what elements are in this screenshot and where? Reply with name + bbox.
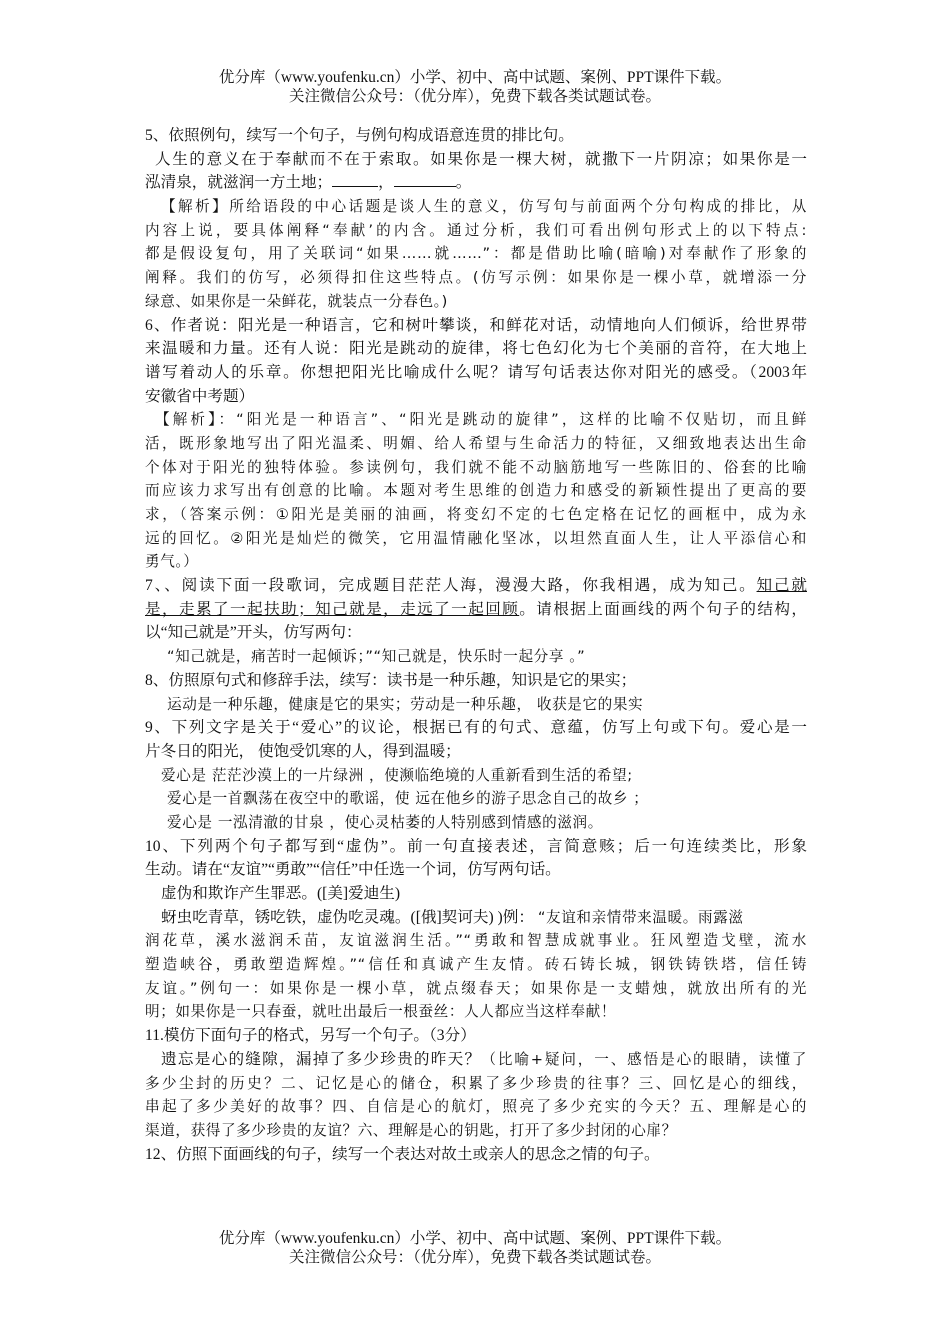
- q7-line-1: [145, 574, 807, 598]
- q10-line-1: 10、下列两个句子都写到“虚伪”。前一句直接表述，言简意赅；后一句连续类比，形象: [145, 837, 807, 855]
- q9-line-2: 片冬日的阳光， 使饱受饥寒的人，得到温暖；: [145, 742, 461, 760]
- q11-line-3: 多少尘封的历史？二、记忆是心的储仓，积累了多少珍贵的往事？三、回忆是心的细线，: [145, 1074, 807, 1092]
- q11-line-4: 串起了多少美好的故事？四、自信是心的航灯，照亮了多少充实的今天？五、理解是心的: [145, 1098, 807, 1116]
- q6-analysis-line-7: 勇气。）: [145, 553, 199, 571]
- q7-answer: “知己就是，痛苦时一起倾诉；”“知己就是，快乐时一起分享 。”: [167, 648, 586, 666]
- q10-line-7: 友谊。”例句一：如果你是一棵小草，就点缀春天；如果你是一支蜡烛，就放出所有的光: [145, 979, 807, 997]
- q5-analysis-line-3: 都是假设复句，用了关联词“如果……就……”：都是借助比喻(暗喻)对奉献作了形象的: [145, 245, 807, 263]
- q10-line-4: [145, 906, 807, 930]
- q5-line-2: [145, 171, 807, 195]
- q5-line-2-comma: ，: [378, 174, 394, 192]
- q8-line-1: 8、仿照原句式和修辞手法，续写：读书是一种乐趣，知识是它的果实；: [145, 671, 637, 689]
- q10-line-3: 虚伪和欺诈产生罪恶。([美]爱迪生): [161, 885, 401, 902]
- q5-line-2-text: 泓清泉，就滋润一方土地；: [145, 174, 333, 192]
- q6-analysis-line-4: 而应该力求写出有创意的比喻。本题对考生思维的创造力和感受的新颖性提出了更高的要: [145, 482, 807, 500]
- q5-blank-2: [394, 171, 456, 187]
- q5-analysis-line-1: 【解析】所给语段的中心话题是谈人生的意义，仿写句与前面两个分句构成的排比，从: [161, 198, 807, 216]
- q9-answer-1: 爱心是 茫茫沙漠上的一片绿洲 ，使濒临绝境的人重新看到生活的希望;: [161, 766, 633, 784]
- header-line-2: 关注微信公众号：（优分库），免费下载各类试题试卷。: [288, 88, 661, 105]
- q9-answer-2: 爱心是一首飘荡在夜空中的歌谣，使 远在他乡的游子思念自己的故乡 ；: [167, 790, 649, 808]
- q10-line-6: 塑造峡谷，勇敢塑造辉煌。”“信任和真诚产生友情。砖石铸长城，钢铁铸铁塔，信任铸: [145, 956, 807, 974]
- q8-answer: 运动是一种乐趣，健康是它的果实；劳动是一种乐趣， 收获是它的果实: [167, 695, 644, 713]
- q7-line-1-text: 7、、阅读下面一段歌词，完成题目茫茫人海，漫漫大路，你我相遇，成为知己。: [145, 577, 757, 595]
- q11-line-1: 11.模仿下面句子的格式，另写一个句子。（3分）: [145, 1027, 476, 1045]
- q7-underlined-1: 知己就: [756, 577, 807, 595]
- q6-analysis-line-5: 求，（答案示例：①阳光是美丽的油画，将变幻不定的七色定格在记忆的画框中，成为永: [145, 506, 807, 523]
- q5-line-2-end: 。: [455, 174, 472, 192]
- q5-line-1: 人生的意义在于奉献而不在于索取。如果你是一棵大树，就撒下一片阴凉；如果你是一: [155, 150, 807, 168]
- q10-line-5: 润花草，溪水滋润禾苗，友谊滋润生活。”“勇敢和智慧成就事业。狂风塑造戈壁，流水: [145, 932, 807, 950]
- q11-line-2-sentence: 遗忘是心的缝隙，漏掉了多少珍贵的昨天？: [161, 1050, 482, 1068]
- q10-line-4-quote: 蚜虫吃青草，锈吃铁，虚伪吃灵魂。([俄]契诃夫) )例：: [161, 908, 534, 926]
- q10-line-4-example: “友谊和亲情带来温暖。雨露滋: [537, 908, 744, 926]
- page-header: [0, 68, 950, 106]
- q11-line-5: 渠道，获得了多少珍贵的友谊？六、理解是心的钥匙，打开了多少封闭的心扉？: [145, 1121, 677, 1139]
- q7-line-2: [145, 598, 807, 622]
- document-body: [145, 124, 807, 1166]
- page-footer: [0, 1229, 950, 1267]
- q6-analysis-line-1: 【解析】：“阳光是一种语言”、“阳光是跳动的旋律”，这样的比喻不仅贴切，而且鲜: [155, 411, 807, 429]
- q10-line-8: 明；如果你是一只春蚕，就吐出最后一根蚕丝：人人都应当这样奉献！: [145, 1003, 617, 1021]
- q7-line-2-text: 。请根据上面画线的两个句子的结构，: [519, 600, 807, 618]
- q11-line-2: [145, 1048, 807, 1072]
- q7-line-3: 以“知己就是”开头，仿写两句：: [145, 624, 362, 642]
- q5-analysis-line-2: 内容上说，要具体阐释“奉献’的内含。通过分析，我们可看出例句形式上的以下特点:: [145, 221, 807, 239]
- q5-analysis-line-5: 绿意、如果你是一朵鲜花，就装点一分春色。): [145, 292, 448, 310]
- q6-line-1: 6、作者说：阳光是一种语言，它和树叶攀谈，和鲜花对话，动情地向人们倾诉，给世界带: [145, 316, 807, 334]
- q12-line-1: 12、仿照下面画线的句子，续写一个表达对故土或亲人的思念之情的句子。: [145, 1145, 660, 1163]
- q6-analysis-line-3: 个体对于阳光的独特体验。参读例句，我们就不能不动脑筋地写一些陈旧的、俗套的比喻: [145, 458, 807, 476]
- q10-line-2: 生动。请在“友谊”“勇敢”“信任”中任选一个词，仿写两句话。: [145, 861, 561, 879]
- q5-blank-1: [332, 171, 378, 187]
- header-line-1: 优分库（www.youfenku.cn）小学、初中、高中试题、案例、PPT课件下载。: [218, 69, 732, 86]
- q9-answer-3: 爱心是 一泓清澈的甘泉 ，使心灵枯萎的人特别感到情感的滋润。: [167, 813, 603, 831]
- q7-underlined-2: 是，走累了一起扶助；知己就是，走远了一起回顾: [145, 600, 520, 618]
- q5-title: 5、依照例句，续写一个句子，与例句构成语意连贯的排比句。: [145, 127, 574, 144]
- q11-line-2-answer: （比喻+疑问，一、感悟是心的眼睛，读懂了: [481, 1050, 807, 1068]
- q5-analysis-line-4: 阐释。我们的仿写，必须得扣住这些特点。(仿写示例：如果你是一棵小草，就增添一分: [145, 269, 807, 287]
- q6-line-2: 来温暖和力量。还有人说：阳光是跳动的旋律，将七色幻化为七个美丽的音符，在大地上: [145, 340, 807, 358]
- footer-line-1: 优分库（www.youfenku.cn）小学、初中、高中试题、案例、PPT课件下载。: [218, 1230, 732, 1247]
- q6-analysis-line-2: 活，既形象地写出了阳光温柔、明媚、给人希望与生命活力的特征，又细致地表达出生命: [145, 434, 807, 452]
- q6-line-4: 安徽省中考题）: [145, 387, 255, 405]
- q6-line-3: 谱写着动人的乐章。你想把阳光比喻成什么呢？请写句话表达你对阳光的感受。（2003年: [145, 363, 807, 381]
- footer-line-2: 关注微信公众号：（优分库），免费下载各类试题试卷。: [288, 1249, 661, 1266]
- q6-analysis-line-6: 远的回忆。②阳光是灿烂的微笑，它用温情融化坚冰，以坦然直面人生，让人平添信心和: [145, 529, 807, 547]
- q9-line-1: 9、下列文字是关于“爱心”的议论，根据已有的句式、意蕴，仿写上句或下句。爱心是一: [145, 719, 807, 737]
